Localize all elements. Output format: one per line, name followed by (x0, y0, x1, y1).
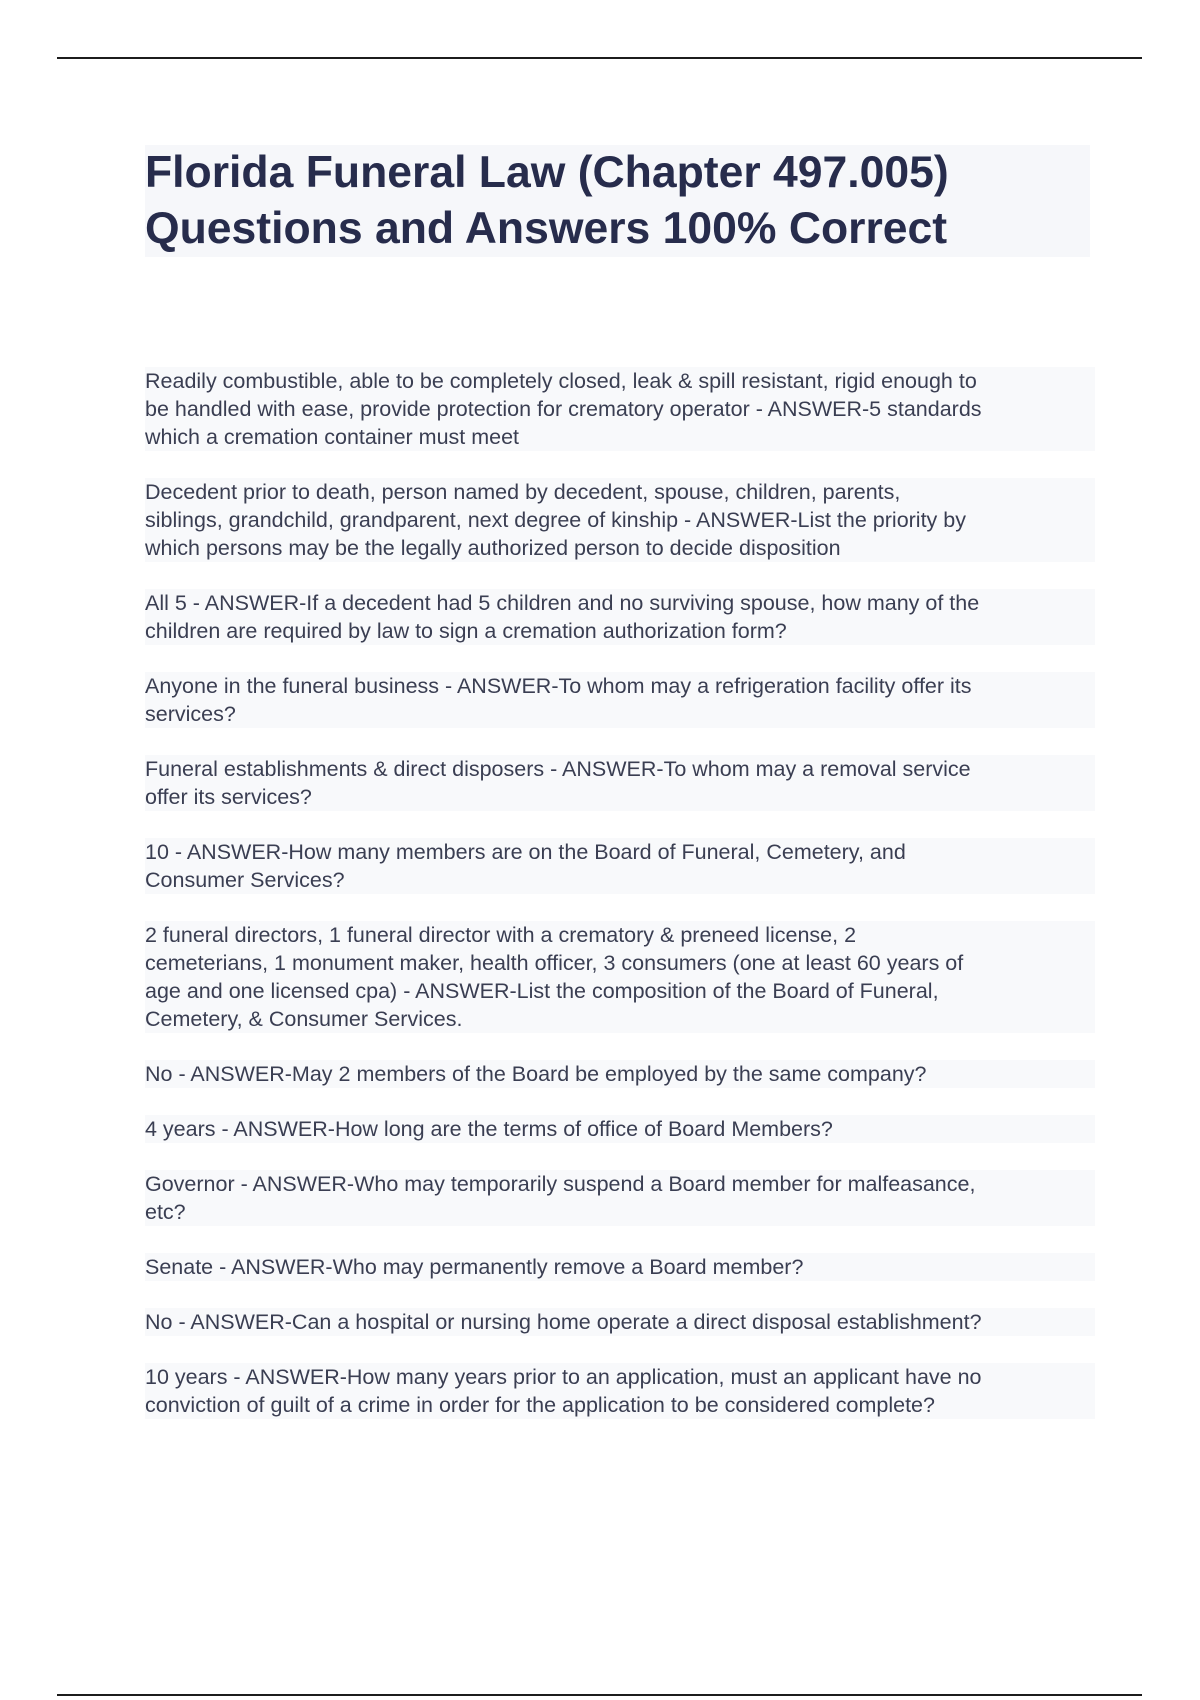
qa-item (145, 838, 1095, 894)
qa-text-line: 10 years - ANSWER-How many years prior to an application, must an applicant have no (145, 1365, 982, 1389)
qa-text-line: age and one licensed cpa) - ANSWER-List the composition of the Board of Funeral, (145, 979, 939, 1003)
qa-item (145, 1253, 1095, 1281)
qa-item (145, 755, 1095, 811)
qa-text-line: Funeral establishments & direct disposers - ANSWER-To whom may a removal service (145, 757, 971, 781)
qa-text-line: All 5 - ANSWER-If a decedent had 5 children and no surviving spouse, how many of the (145, 591, 980, 615)
qa-text-line: 10 - ANSWER-How many members are on the Board of Funeral, Cemetery, and (145, 840, 906, 864)
qa-item (145, 672, 1095, 728)
qa-item (145, 1308, 1095, 1336)
qa-text-line: 2 funeral directors, 1 funeral director with a crematory & preneed license, 2 (145, 923, 857, 947)
qa-item (145, 1060, 1095, 1088)
qa-text-line: conviction of guilt of a crime in order for the application to be considered complete? (145, 1393, 935, 1417)
top-horizontal-rule (57, 57, 1142, 59)
qa-text-line: No - ANSWER-May 2 members of the Board be employed by the same company? (145, 1062, 927, 1086)
qa-item (145, 478, 1095, 562)
qa-list (145, 367, 1095, 1446)
qa-item (145, 1363, 1095, 1419)
qa-text-line: etc? (145, 1200, 186, 1224)
qa-text-line: Anyone in the funeral business - ANSWER-To whom may a refrigeration facility offer its (145, 674, 972, 698)
qa-item (145, 589, 1095, 645)
qa-item (145, 367, 1095, 451)
qa-text-line: children are required by law to sign a cremation authorization form? (145, 619, 787, 643)
qa-text-line: offer its services? (145, 785, 312, 809)
bottom-horizontal-rule (57, 1694, 1142, 1696)
qa-text-line: which a cremation container must meet (145, 425, 520, 449)
qa-text-line: Senate - ANSWER-Who may permanently remove a Board member? (145, 1255, 804, 1279)
qa-item (145, 1170, 1095, 1226)
qa-text-line: Readily combustible, able to be completely closed, leak & spill resistant, rigid enough to (145, 369, 977, 393)
qa-text-line: which persons may be the legally authorized person to decide disposition (145, 536, 841, 560)
document-title (145, 145, 1090, 257)
title-line: Florida Funeral Law (Chapter 497.005) (145, 148, 949, 197)
qa-text-line: Decedent prior to death, person named by decedent, spouse, children, parents, (145, 480, 901, 504)
qa-text-line: be handled with ease, provide protection for crematory operator - ANSWER-5 standards (145, 397, 982, 421)
qa-text-line: No - ANSWER-Can a hospital or nursing home operate a direct disposal establishment? (145, 1310, 982, 1334)
qa-text-line: Cemetery, & Consumer Services. (145, 1007, 463, 1031)
qa-text-line: services? (145, 702, 236, 726)
title-line: Questions and Answers 100% Correct (145, 204, 948, 253)
qa-item (145, 1115, 1095, 1143)
qa-text-line: Governor - ANSWER-Who may temporarily suspend a Board member for malfeasance, (145, 1172, 976, 1196)
qa-text-line: Consumer Services? (145, 868, 345, 892)
qa-text-line: cemeterians, 1 monument maker, health officer, 3 consumers (one at least 60 years of (145, 951, 964, 975)
qa-text-line: siblings, grandchild, grandparent, next degree of kinship - ANSWER-List the priority by (145, 508, 966, 532)
qa-item (145, 921, 1095, 1033)
qa-text-line: 4 years - ANSWER-How long are the terms of office of Board Members? (145, 1117, 833, 1141)
